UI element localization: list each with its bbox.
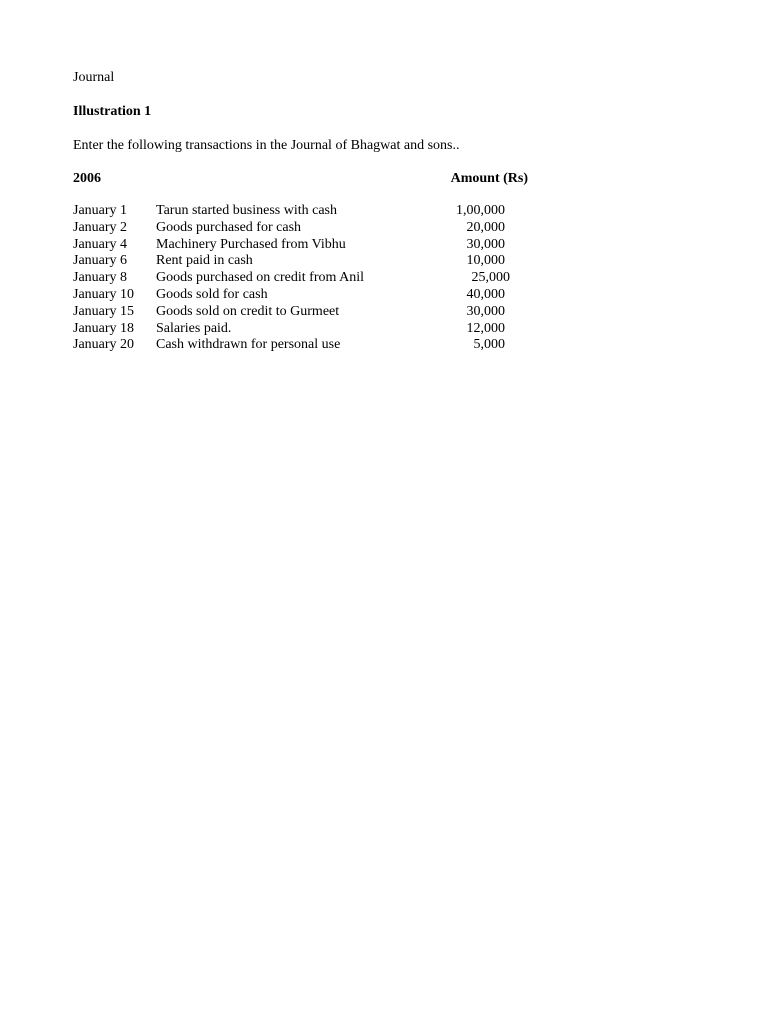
table-row xyxy=(73,304,513,321)
table-row xyxy=(73,287,513,304)
transaction-description: Goods sold for cash xyxy=(156,286,268,302)
transaction-date: January 15 xyxy=(73,303,135,319)
transaction-date: January 10 xyxy=(73,286,135,302)
transaction-description: Machinery Purchased from Vibhu xyxy=(156,236,346,252)
transaction-date: January 6 xyxy=(73,253,128,269)
table-row xyxy=(73,337,513,354)
transactions-table xyxy=(73,203,513,354)
transaction-amount: 30,000 xyxy=(466,236,505,252)
table-row xyxy=(73,220,513,237)
transaction-amount: 5,000 xyxy=(473,337,505,353)
transaction-date: January 20 xyxy=(73,337,135,353)
table-row xyxy=(73,270,513,287)
year-header: 2006 xyxy=(73,171,101,186)
transaction-amount: 20,000 xyxy=(466,219,505,235)
transaction-date: January 2 xyxy=(73,219,128,235)
illustration-title: Illustration 1 xyxy=(73,104,152,119)
table-row xyxy=(73,253,513,270)
transaction-date: January 8 xyxy=(73,270,128,286)
transaction-description: Goods purchased on credit from Anil xyxy=(156,270,365,286)
transaction-date: January 18 xyxy=(73,320,135,336)
transaction-amount: 30,000 xyxy=(466,303,505,319)
transaction-amount: 10,000 xyxy=(466,253,505,269)
transaction-date: January 1 xyxy=(73,203,128,218)
table-row xyxy=(73,321,513,338)
transaction-date: January 4 xyxy=(73,236,128,252)
amount-header: Amount (Rs) xyxy=(450,171,528,186)
table-row xyxy=(73,203,513,220)
transaction-amount: 25,000 xyxy=(471,270,510,286)
transaction-description: Rent paid in cash xyxy=(156,253,253,269)
transaction-description: Goods purchased for cash xyxy=(156,219,302,235)
transaction-amount: 1,00,000 xyxy=(456,203,505,218)
transaction-amount: 12,000 xyxy=(466,320,505,336)
transaction-description: Goods sold on credit to Gurmeet xyxy=(156,303,340,319)
table-header-row xyxy=(73,170,528,187)
document-heading: Journal xyxy=(73,70,115,85)
table-row xyxy=(73,237,513,254)
transaction-description: Cash withdrawn for personal use xyxy=(156,337,341,353)
instruction-text: Enter the following transactions in the Journal of Bhagwat and sons.. xyxy=(73,138,460,153)
transaction-description: Salaries paid. xyxy=(156,320,232,336)
transaction-amount: 40,000 xyxy=(466,286,505,302)
transaction-description: Tarun started business with cash xyxy=(156,203,337,218)
